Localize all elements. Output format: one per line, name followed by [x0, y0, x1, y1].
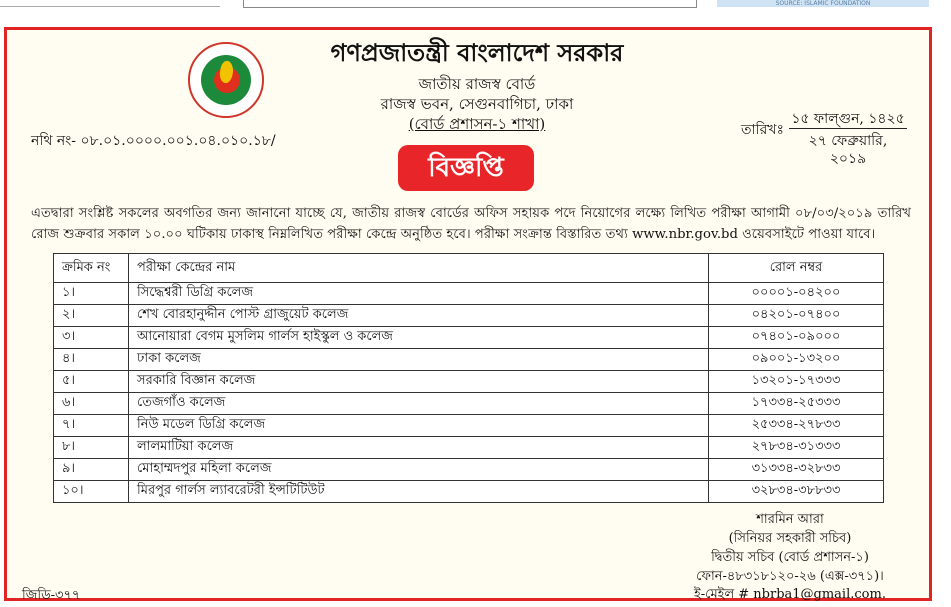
- row-serial: ৩।: [54, 327, 129, 349]
- signatory-name: শারমিন আরা: [756, 512, 824, 527]
- row-roll: ০৭৪০১-০৯০০০: [709, 327, 884, 349]
- row-center: সরকারি বিজ্ঞান কলেজ: [129, 371, 709, 393]
- row-roll: ১৩২০১-১৭৩৩৩: [709, 371, 884, 393]
- header-center-name: পরীক্ষা কেন্দ্রের নাম: [129, 254, 709, 283]
- row-center: মোহাম্মদপুর মহিলা কলেজ: [129, 459, 709, 481]
- government-title: গণপ্রজাতন্ত্রী বাংলাদেশ সরকার: [330, 38, 624, 67]
- header-serial: ক্রমিক নং: [54, 254, 129, 283]
- government-seal-icon: [188, 42, 264, 118]
- date-bangla: ১৫ ফাল্গুন, ১৪২৫: [789, 110, 907, 129]
- row-serial: ১০।: [54, 481, 129, 503]
- row-serial: ৫।: [54, 371, 129, 393]
- row-center: লালমাটিয়া কলেজ: [129, 437, 709, 459]
- row-center: তেজগাঁও কলেজ: [129, 393, 709, 415]
- source-badge: SOURCE: ISLAMIC FOUNDATION: [717, 0, 929, 7]
- row-serial: ১।: [54, 283, 129, 305]
- row-serial: ৯।: [54, 459, 129, 481]
- row-roll: ০৪২০১-০৭৪০০: [709, 305, 884, 327]
- row-center: সিদ্ধেশ্বরী ডিগ্রি কলেজ: [129, 283, 709, 305]
- top-divider: [0, 6, 220, 7]
- table-row: [54, 459, 884, 481]
- row-center: নিউ মডেল ডিগ্রি কলেজ: [129, 415, 709, 437]
- header-roll: রোল নম্বর: [709, 254, 884, 283]
- row-center: ঢাকা কলেজ: [129, 349, 709, 371]
- row-roll: ০০০০১-০৪২০০: [709, 283, 884, 305]
- table-row: [54, 393, 884, 415]
- row-serial: ৪।: [54, 349, 129, 371]
- notice-title: বিজ্ঞপ্তি: [398, 145, 534, 191]
- table-row: [54, 349, 884, 371]
- signatory-designation: (সিনিয়র সহকারী সচিব): [728, 531, 852, 546]
- top-box: [243, 0, 697, 8]
- branch-name: (বোর্ড প্রশাসন-১ শাখা): [408, 115, 546, 133]
- top-strip: [0, 0, 951, 14]
- row-roll: ০৯০০১-১৩২০০: [709, 349, 884, 371]
- table-row: [54, 327, 884, 349]
- row-roll: ৩১৩৩৪-৩২৮৩৩: [709, 459, 884, 481]
- row-roll: ২৭৮৩৪-৩১৩৩৩: [709, 437, 884, 459]
- table-row: [54, 283, 884, 305]
- date-gregorian: ২৭ ফেব্রুয়ারি, ২০১৯: [808, 133, 888, 167]
- table-row: [54, 437, 884, 459]
- reference-number: নথি নং- ০৮.০১.০০০০.০০১.০৪.০১০.১৮/: [31, 133, 276, 149]
- row-center: আনোয়ারা বেগম মুসলিম গার্লস হাইস্কুল ও কলেজ: [129, 327, 709, 349]
- board-address: রাজস্ব ভবন, সেগুনবাগিচা, ঢাকা: [380, 95, 574, 113]
- signatory-phone: ফোন-৪৮৩১৮১২০-২৬ (এক্স-৩৭১)।: [696, 569, 884, 584]
- row-serial: ৭।: [54, 415, 129, 437]
- signatory-office: দ্বিতীয় সচিব (বোর্ড প্রশাসন-১): [711, 550, 869, 565]
- row-roll: ১৭৩৩৪-২৫৩৩৩: [709, 393, 884, 415]
- exam-centers-table: [53, 253, 884, 503]
- row-center: শেখ বোরহানুদ্দীন পোস্ট গ্রাজুয়েট কলেজ: [129, 305, 709, 327]
- row-center: মিরপুর গার্লস ল্যাবরেটরী ইন্সটিটিউট: [129, 481, 709, 503]
- gd-code: জিডি-৩৭৭: [22, 588, 81, 603]
- row-roll: ৩২৮৩৪-৩৮৮৩৩: [709, 481, 884, 503]
- row-roll: ২৫৩৩৪-২৭৮৩৩: [709, 415, 884, 437]
- row-serial: ৬।: [54, 393, 129, 415]
- row-serial: ৮।: [54, 437, 129, 459]
- table-row: [54, 371, 884, 393]
- table-row: [54, 481, 884, 503]
- notice-body: এতদ্বারা সংশ্লিষ্ট সকলের অবগতির জন্য জানানো যাচ্ছে যে, জাতীয় রাজস্ব বোর্ডের অফিস সহায়ক পদে নিয়োগের লক্ষ্যে লিখিত পরীক্ষা আগামী ০৮/০৩/২০১৯ তারিখ রোজ শুক্রবার সকাল ১০.০০ ঘটিকায় ঢাকাস্থ নিম্নলিখিত পরীক্ষা কেন্দ্রে অনুষ্ঠিত হবে। পরীক্ষা সংক্রান্ত বিস্তারিত তথ্য www.nbr.gov.bd ওয়েবসাইটে পাওয়া যাবে।: [31, 206, 911, 242]
- board-name: জাতীয় রাজস্ব বোর্ড: [418, 75, 536, 93]
- signatory-email: ই-মেইল # nbrba1@gmail.com.: [694, 587, 886, 602]
- row-serial: ২।: [54, 305, 129, 327]
- table-row: [54, 305, 884, 327]
- date-label: তারিখঃ: [741, 122, 784, 138]
- table-header-row: [54, 254, 884, 283]
- table-row: [54, 415, 884, 437]
